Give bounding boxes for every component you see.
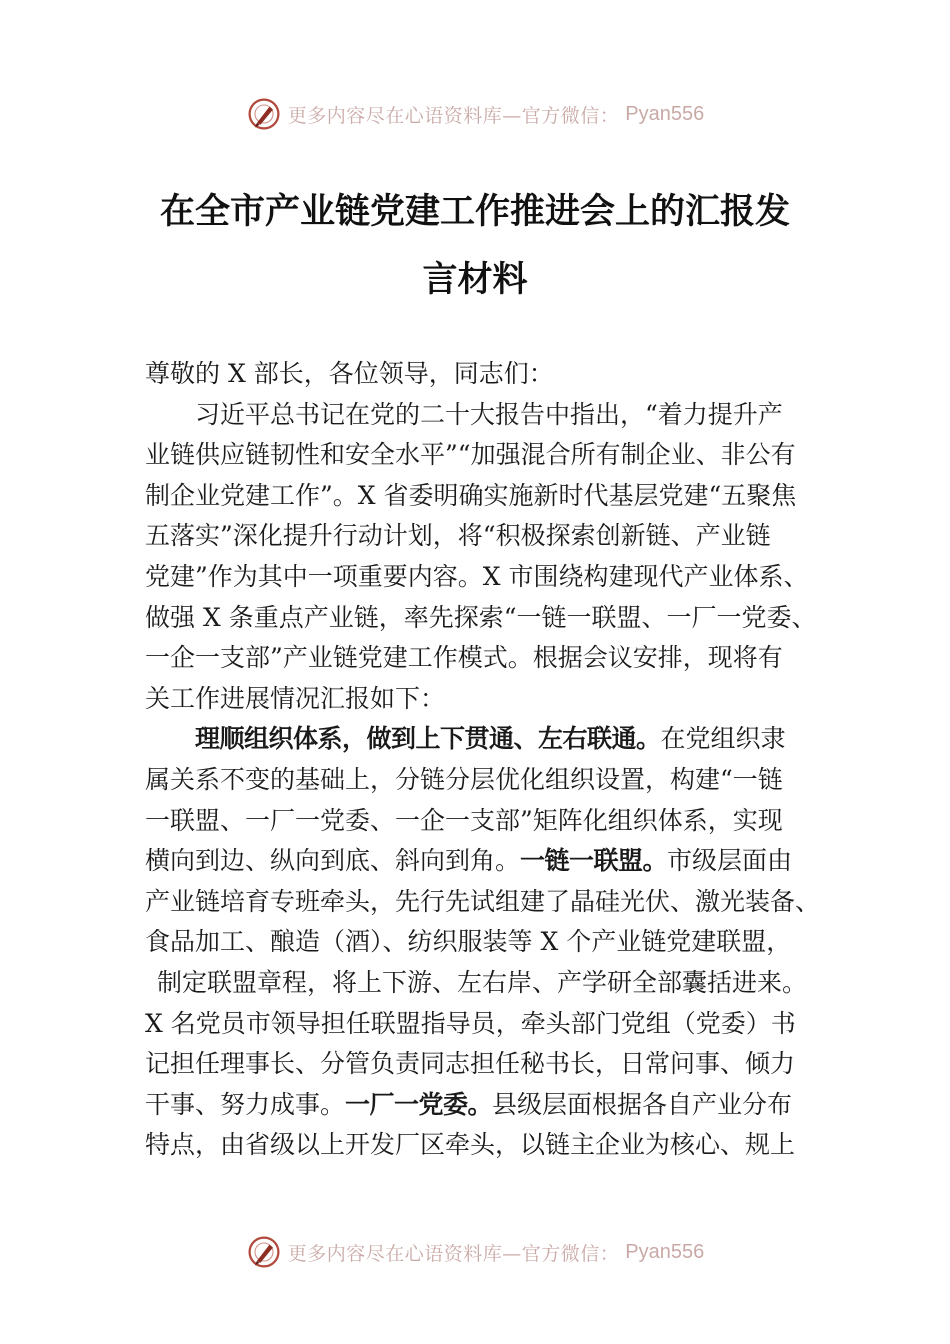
text-segment: 一企一支部”产业链党建工作模式。根据会议安排，现将有: [145, 643, 783, 673]
section-heading-line: [145, 719, 825, 760]
text-segment: 食品加工、酿造（酒）、纺织服装等 X 个产业链党建联盟，: [145, 927, 792, 957]
document-title-line-2: 言材料: [422, 259, 528, 300]
text-segment: 横向到边、纵向到底、斜向到角。: [145, 846, 521, 876]
fountain-pen-seal-icon: [246, 1234, 282, 1270]
text-segment: 尊敬的 X 部长，各位领导，同志们：: [145, 359, 554, 388]
body-line: [145, 1125, 825, 1166]
watermark-text: 更多内容尽在心语资料库—官方微信：: [287, 104, 620, 127]
text-segment: 五落实”深化提升行动计划，将“积极探索创新链、产业链: [145, 521, 771, 551]
watermark-text: 更多内容尽在心语资料库—官方微信：: [287, 1242, 620, 1265]
text-segment: 在党组织隶: [660, 724, 786, 754]
watermark-account: Pyan556: [625, 102, 705, 125]
text-segment: 市级层面由: [667, 846, 793, 876]
body-line: [145, 841, 825, 882]
body-line: [145, 760, 825, 801]
text-segment: 习近平总书记在党的二十大报告中指出，“着力提升产: [195, 399, 783, 429]
body-line: [145, 476, 825, 517]
body-line: [145, 638, 825, 679]
body-line: [145, 679, 825, 720]
text-segment: 产业链培育专班牵头，先行先试组建了晶硅光伏、激光装备、: [145, 886, 821, 916]
body-line: [145, 801, 825, 842]
text-segment: 制定联盟章程，将上下游、左右岸、产学研全部囊括进来。: [157, 967, 808, 997]
text-segment: 制企业党建工作”。X 省委明确实施新时代基层党建“五聚焦: [145, 480, 797, 510]
body-line: [145, 557, 825, 598]
subheading: 一链一联盟。: [520, 846, 668, 876]
body-line: [145, 435, 825, 476]
text-segment: 特点，由省级以上开发⼚区牵头，以链主企业为核心、规上: [145, 1130, 796, 1160]
section-heading: 理顺组织体系，做到上下贯通、左右联通。: [195, 724, 661, 754]
body-line: [145, 1004, 825, 1045]
body-line: [145, 922, 825, 963]
text-segment: 党建”作为其中一项重要内容。X 市围绕构建现代产业体系、: [145, 561, 809, 591]
body-line: [145, 882, 825, 923]
text-segment: X 名党员市领导担任联盟指导员，牵头部门党组（党委）书: [145, 1008, 796, 1038]
document-title-line-1: 在全市产业链党建工作推进会上的汇报发: [159, 191, 790, 232]
body-line: [145, 516, 825, 557]
text-segment: 一联盟、一⼚一党委、一企一支部”矩阵化组织体系，实现: [145, 805, 783, 835]
text-segment: 属关系不变的基础上，分链分层优化组织设置，构建“一链: [145, 764, 783, 794]
text-segment: 县级层面根据各自产业分布: [492, 1089, 793, 1119]
document-body: [145, 354, 825, 1166]
fountain-pen-seal-icon: [246, 96, 282, 132]
body-line: [145, 598, 825, 639]
text-segment: 做强 X 条重点产业链，率先探索“一链一联盟、一⼚一党委、: [145, 602, 817, 632]
body-line: [145, 1085, 825, 1126]
text-segment: 业链供应链韧性和安全水平”“加强混合所有制企业、非公有: [145, 440, 796, 470]
watermark-bottom: [0, 1232, 950, 1272]
watermark-top: [0, 94, 950, 134]
body-line: [145, 395, 825, 436]
text-segment: 干事、努力成事。: [145, 1089, 346, 1119]
watermark-account: Pyan556: [625, 1240, 705, 1263]
body-line: [145, 963, 825, 1004]
text-segment: 关工作进展情况汇报如下：: [145, 683, 446, 713]
salutation-line: [145, 354, 825, 395]
subheading: 一⼚一党委。: [345, 1089, 493, 1119]
text-segment: 记担任理事长、分管负责同志担任秘书长，日常问事、倾力: [145, 1049, 796, 1079]
body-line: [145, 1044, 825, 1085]
